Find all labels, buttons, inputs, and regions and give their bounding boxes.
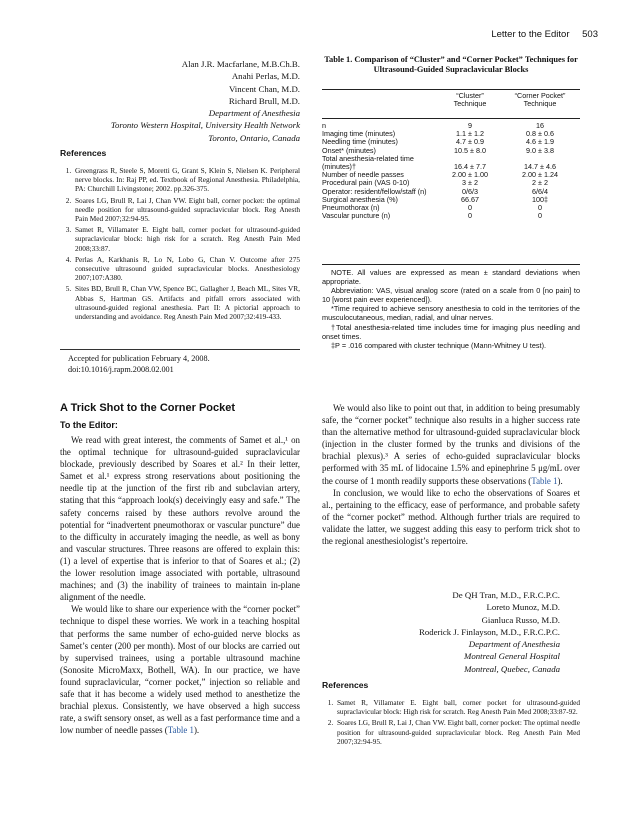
author-name: Anahi Perlas, M.D. bbox=[231, 71, 300, 82]
table-title: Table 1. Comparison of “Cluster” and “Corner Pocket” Techniques for Ultrasound-Guided Supraclavicular Blocks bbox=[324, 55, 578, 75]
row-label: Onset* (minutes) bbox=[322, 145, 376, 155]
corner-value: 14.7 ± 4.6 bbox=[524, 162, 556, 172]
running-header bbox=[0, 29, 598, 40]
table-note: Abbreviation: VAS, visual analog score (rated on a scale from 0 [no pain] to 10 [worst pain ever experienced]). bbox=[322, 286, 580, 305]
row-label: Number of needle passes bbox=[322, 170, 404, 180]
table-note: †Total anesthesia-related time includes time for imaging plus needling and onset times. bbox=[322, 322, 580, 341]
cluster-value: 3 ± 2 bbox=[462, 178, 478, 188]
table-row bbox=[322, 212, 580, 220]
author-name: De QH Tran, M.D., F.R.C.P.C. bbox=[452, 590, 560, 600]
row-label: Imaging time (minutes) bbox=[322, 129, 396, 139]
col-header-cluster: “Cluster” Technique bbox=[453, 91, 487, 109]
author-name: Gianluca Russo, M.D. bbox=[481, 614, 560, 625]
row-label: Surgical anesthesia (%) bbox=[322, 194, 398, 204]
affiliation-line: Montreal, Quebec, Canada bbox=[464, 663, 560, 674]
paragraph-text: We would like to share our experience with the “corner pocket” technique to dispel these worries. We work in a teaching hospital that performs the same number of echo-guided nerve blocks as Samet’s center (200 per month). Most of our blocks are carried out by supervised trainees, using a portable ultrasound machine (Sonosite MicroMaxx, Bothell, WA). In our practice, we have found supraclavicular, “corner pocket,” injection so reliable and safe that it has become a widely used method to anesthetize the brachial plexus. Consistently, we have observed a high success rate, a swift sensory onset, as well as a fast performance time and a low number of needle passes bbox=[60, 604, 300, 736]
table-bottom-rule bbox=[322, 264, 580, 265]
reference-item: 1. Greengrass R, Steele S, Moretti G, Grant S, Klein S, Nielsen K. Peripheral nerve blocks. In: Raj PP, ed. Textbook of Regional Anesthesia. Philadelphia, PA: Churchill Livingstone; 2002. pp.326-375. bbox=[73, 166, 300, 194]
cluster-value: 10.5 ± 8.0 bbox=[454, 145, 486, 155]
table-1-link[interactable]: Table 1 bbox=[167, 725, 194, 736]
cluster-value: 9 bbox=[468, 121, 472, 130]
affiliation-line: Department of Anesthesia bbox=[468, 639, 560, 650]
affiliation-line: Montreal General Hospital bbox=[464, 651, 560, 662]
cluster-value: 2.00 ± 1.00 bbox=[452, 170, 488, 180]
table-header-rule bbox=[322, 118, 580, 119]
row-label: n bbox=[322, 121, 326, 130]
affiliation-line: Toronto Western Hospital, University Health Network bbox=[110, 120, 300, 131]
cluster-value: 16.4 ± 7.7 bbox=[454, 162, 486, 172]
row-label: Vascular puncture (n) bbox=[322, 211, 391, 221]
acceptance-note bbox=[68, 354, 210, 376]
paragraph-text: We would also like to point out that, in addition to being presumably safe, the “corner pocket” technique also results in a higher success rate than the alternative method for ultrasound-guided supraclavicular block (injection in the cluster formed by the trunks and divisions of the brachial plexus).³ A series of echo-guided supraclavicular blocks performed with 35 mL of lidocaine 1.5% and epinephrine 5 μg/mL over the course of 1 month readily supports these observations ( bbox=[322, 403, 580, 486]
article-paragraph: We read with great interest, the comments of Samet et al.,¹ on the optimal technique for ultrasound-guided supraclavicular blockade, previously described by Soares et al.² In their letter, Samet et al.¹ express strong reservations about positioning the needle tip at the junction of the first rib and subclavian artery, stating that this “approach look(s) deceivingly easy and safe.” The safety concerns raised by these authors revolve around the potential for “inadvertent pneumothorax or vascular puncture” due to the difficulty in accurately imaging the needle, as well as bony and vascular structures. Three reasons are offered to explain this: (1) a level of expertise that is inferior to that of Soares et al.; (2) the lower resolution image associated with portable, ultrasound machines; and (3) the inability of trainees to maintain in-plane alignment of the needle. bbox=[60, 435, 300, 603]
cluster-value: 0 bbox=[468, 203, 472, 213]
affiliation-line: Department of Anesthesia bbox=[208, 108, 300, 119]
table-1 bbox=[322, 92, 580, 108]
first-letter-authors bbox=[60, 58, 300, 107]
corner-value: 0.8 ± 0.6 bbox=[526, 129, 554, 139]
article-paragraph: We would like to share our experience with the “corner pocket” technique to dispel these worries. We work in a teaching hospital that performs the same number of echo-guided nerve blocks as Samet’s center (200 per month). Most of our blocks are carried out by supervised trainees, using a portable ultrasound machine (Sonosite MicroMaxx, Bothell, WA). In our practice, we have found supraclavicular, “corner pocket,” injection so reliable and safe that it has become a widely used method to anesthetize the brachial plexus. Consistently, we have observed a high success rate, a swift sensory onset, as well as a fast performance time and a low number of needle passes (Table 1). bbox=[60, 604, 300, 736]
second-letter-signature bbox=[322, 589, 560, 675]
cluster-value: 0 bbox=[468, 211, 472, 221]
table-header-row bbox=[322, 92, 580, 108]
row-label: Total anesthesia-related time (minutes)† bbox=[322, 153, 414, 172]
author-name: Roderick J. Finlayson, M.D., F.R.C.P.C. bbox=[418, 626, 560, 637]
author-name: Vincent Chan, M.D. bbox=[228, 83, 300, 94]
row-label: Needling time (minutes) bbox=[322, 137, 398, 147]
first-letter-affiliation bbox=[60, 107, 300, 144]
reference-item: 3. Samet R, Villamater E. Eight ball, corner pocket for ultrasound-guided supraclavicular block: high risk for a scratch. Reg Anesth Pain Med 2008;33:87. bbox=[73, 225, 300, 253]
second-letter-authors bbox=[322, 589, 560, 638]
reference-item: 5. Sites BD, Brull R, Chan VW, Spence BC, Gallagher J, Beach ML, Sites VR, Abbas S, Hartman GS. Artifacts and pitfall errors associated with ultrasound-guided regional anesthesia. Part II: A pictorial approach to understanding and avoidance. Reg Anesth Pain Med 2007;32:419-433. bbox=[73, 284, 300, 321]
corner-value: 16 bbox=[536, 121, 544, 130]
first-letter-references bbox=[60, 166, 300, 323]
accepted-date: Accepted for publication February 4, 2008. bbox=[68, 354, 210, 363]
row-label: Operator: resident/fellow/staff (n) bbox=[322, 186, 427, 196]
references-heading: References bbox=[322, 680, 369, 690]
reference-item: 2. Soares LG, Brull R, Lai J, Chan VW. Eight ball, corner pocket: The optimal needle position for ultrasound-guided supraclavicular block. Reg Anesth Pain Med 2007;32:94-95. bbox=[335, 718, 580, 746]
row-label: Procedural pain (VAS 0-10) bbox=[322, 178, 410, 188]
salutation: To the Editor: bbox=[60, 420, 118, 430]
author-name: Loreto Munoz, M.D. bbox=[486, 602, 560, 613]
reference-item: 2. Soares LG, Brull R, Lai J, Chan VW. Eight ball, corner pocket: the optimal needle position for ultrasound-guided supraclavicular block. Reg Anesth Pain Med 2007;32:94-95. bbox=[73, 196, 300, 224]
cluster-value: 4.7 ± 0.9 bbox=[456, 137, 484, 147]
reference-item: 1. Samet R, Villamater E. Eight ball, corner pocket for ultrasound-guided supraclavicular block: High risk for scratch. Reg Anesth Pain Med 2008;33:87-92. bbox=[335, 698, 580, 716]
author-name: Richard Brull, M.D. bbox=[228, 95, 300, 106]
table-note: NOTE. All values are expressed as mean ± standard deviations when appropriate. bbox=[322, 268, 580, 287]
table-1-link[interactable]: Table 1 bbox=[531, 475, 558, 486]
corner-value: 0 bbox=[538, 211, 542, 221]
doi: doi:10.1016/j.rapm.2008.02.001 bbox=[68, 364, 174, 374]
cluster-value: 1.1 ± 1.2 bbox=[456, 129, 484, 139]
corner-value: 0 bbox=[538, 203, 542, 213]
article-right-column bbox=[322, 402, 580, 547]
first-letter-signature bbox=[60, 58, 300, 144]
article-left-column bbox=[60, 434, 300, 736]
footnote-rule bbox=[60, 349, 300, 350]
table-row bbox=[322, 155, 580, 171]
corner-value: 100‡ bbox=[532, 194, 548, 204]
second-letter-affiliation bbox=[322, 638, 560, 675]
corner-value: 2 ± 2 bbox=[532, 178, 548, 188]
corner-value: 9.0 ± 3.8 bbox=[526, 145, 554, 155]
article-paragraph: In conclusion, we would like to echo the observations of Soares et al., pertaining to the efficacy, ease of performance, and probable safety of the “corner pocket” method. Although further trials are required to validate the latter, we suggest adding this easy to perform trick shot to the regional anesthesiologist’s repertoire. bbox=[322, 487, 580, 547]
author-name: Alan J.R. Macfarlane, M.B.Ch.B. bbox=[181, 59, 300, 69]
running-header-title: Letter to the Editor bbox=[491, 29, 570, 40]
corner-value: 2.00 ± 1.24 bbox=[522, 170, 558, 180]
table-note: *Time required to achieve sensory anesthesia to cold in the territories of the musculocutaneous, median, radial, and ulnar nerves. bbox=[322, 304, 580, 323]
table-notes bbox=[322, 268, 580, 350]
cluster-value: 66.67 bbox=[461, 194, 479, 204]
second-letter-references bbox=[322, 698, 580, 748]
corner-value: 6/6/4 bbox=[532, 186, 548, 196]
table-body bbox=[322, 122, 580, 220]
references-heading: References bbox=[60, 148, 107, 158]
article-paragraph: We would also like to point out that, in addition to being presumably safe, the “corner pocket” technique also results in a higher success rate than the alternative method for ultrasound-guided supraclavicular block (injection in the cluster formed by the trunks and divisions of the brachial plexus).³ A series of echo-guided supraclavicular blocks performed with 35 mL of lidocaine 1.5% and epinephrine 5 μg/mL over the course of 1 month readily supports these observations (Table 1). bbox=[322, 403, 580, 486]
reference-item: 4. Perlas A, Karkhanis R, Lo N, Lobo G, Chan V. Outcome after 275 consecutive ultrasound guided supraclavicular blocks. Anesthesiology 2007;107:A380. bbox=[73, 255, 300, 283]
col-header-corner-pocket: “Corner Pocket” Technique bbox=[514, 91, 566, 109]
page-number: 503 bbox=[582, 29, 598, 40]
table-note: ‡P = .016 compared with cluster technique (Mann-Whitney U test). bbox=[331, 340, 547, 350]
corner-value: 4.6 ± 1.9 bbox=[526, 137, 554, 147]
table-top-rule bbox=[322, 89, 580, 90]
affiliation-line: Toronto, Ontario, Canada bbox=[208, 132, 300, 143]
cluster-value: 0/6/3 bbox=[462, 186, 478, 196]
article-title: A Trick Shot to the Corner Pocket bbox=[60, 402, 236, 414]
row-label: Pneumothorax (n) bbox=[322, 203, 380, 213]
